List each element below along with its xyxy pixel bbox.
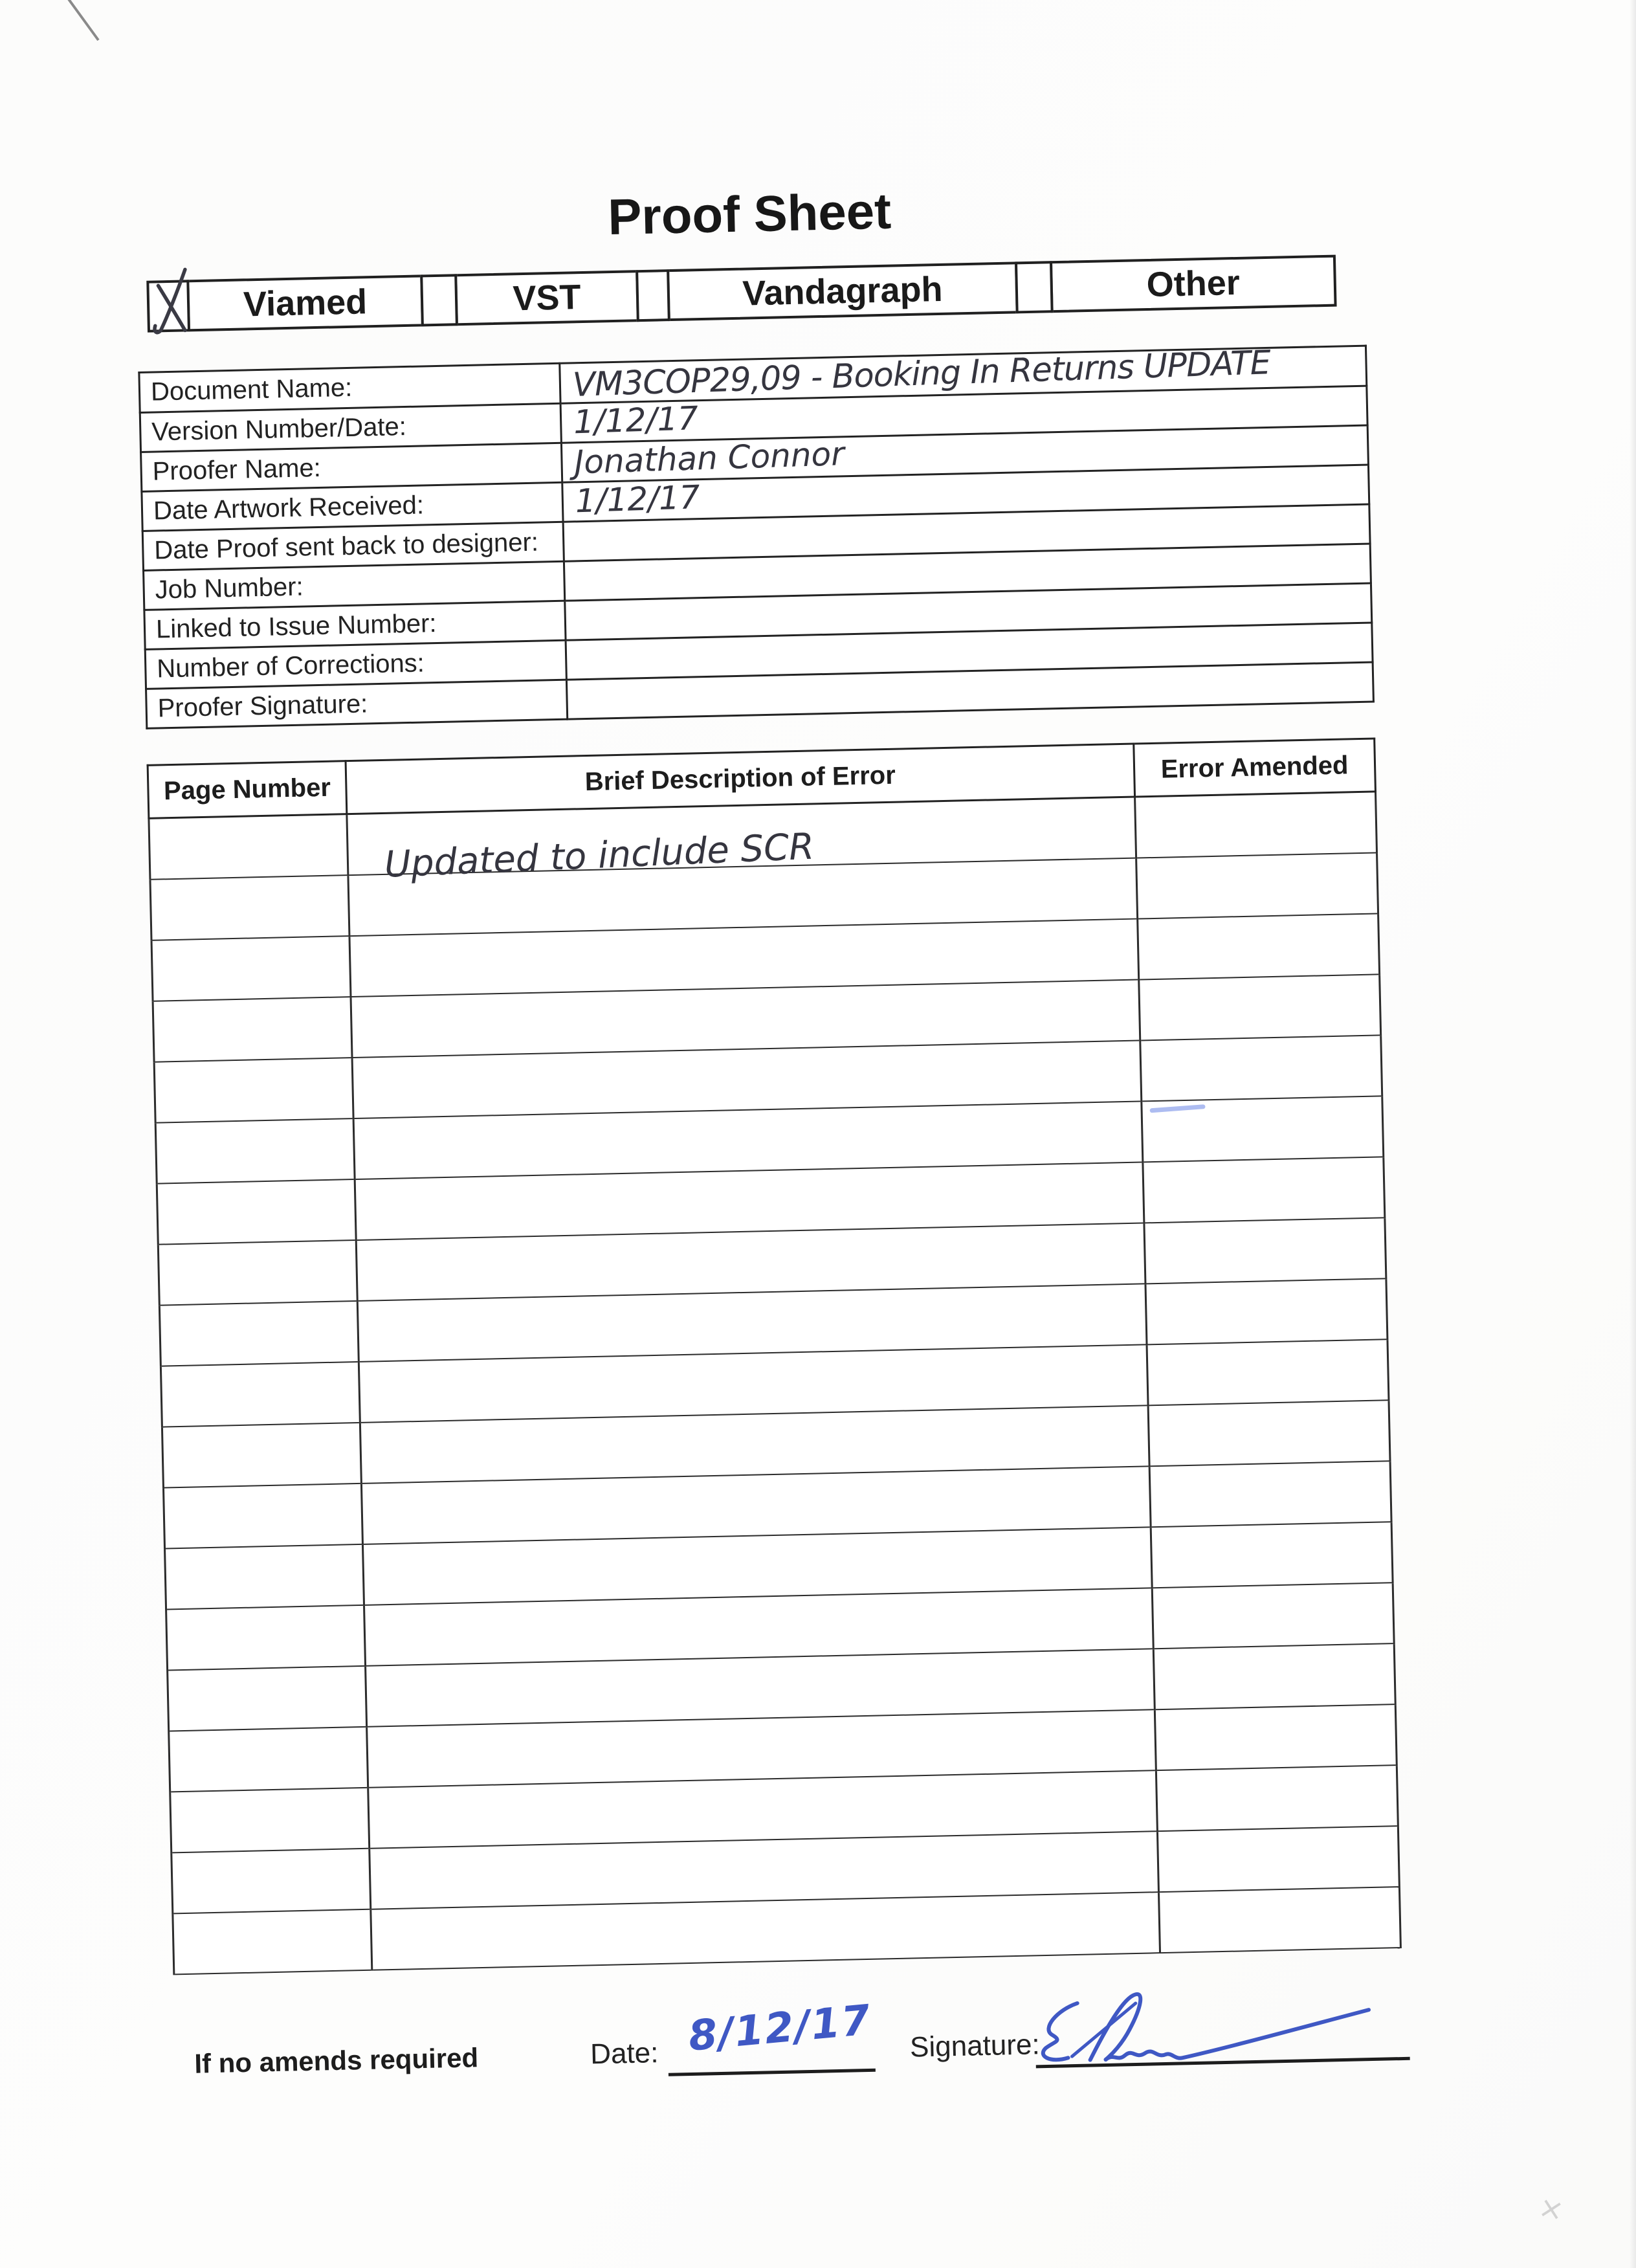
handwritten-signature [1032,1972,1396,2076]
error-cell-amended[interactable] [1136,852,1378,918]
error-cell-amended[interactable] [1138,913,1380,979]
error-cell-amended[interactable] [1143,1157,1385,1223]
handwritten-value: 1/12/17 [574,478,701,520]
scan-edge-shadow [1630,0,1636,2268]
handwritten-x-mark [150,282,192,332]
error-cell-amended[interactable] [1158,1887,1400,1953]
error-cell-amended[interactable] [1155,1704,1397,1770]
error-cell-page[interactable] [151,936,351,1001]
error-cell-amended[interactable] [1151,1522,1393,1588]
proofer-info-table [138,345,1375,729]
brand-checkbox-vandagraph[interactable] [636,269,670,322]
form-label: Job Number: [144,561,565,610]
error-log-table [147,737,1402,1974]
date-label: Date: [590,2037,659,2071]
brand-checkbox-vst[interactable] [420,274,458,326]
error-cell-page[interactable] [157,1179,356,1245]
error-cell-page[interactable] [171,1848,371,1913]
error-cell-amended[interactable] [1139,974,1381,1040]
error-cell-page[interactable] [159,1300,359,1366]
scan-crease-mark [0,0,129,78]
error-cell-page[interactable] [165,1544,364,1609]
brand-selector-row [146,255,1336,333]
handwritten-value: Jonathan Connor [573,435,845,482]
no-amends-note: If no amends required [193,2042,479,2079]
header-brief-description: Brief Description of Error [346,744,1134,814]
footer-sign-off [174,1996,1405,2093]
form-label: Date Artwork Received: [142,482,563,531]
error-cell-amended[interactable] [1156,1765,1398,1831]
error-cell-page[interactable] [155,1118,355,1184]
error-cell-page[interactable] [150,875,349,940]
error-cell-amended[interactable] [1153,1643,1395,1709]
signature-label: Signature: [909,2029,1041,2063]
date-fill-line[interactable] [667,1996,876,2076]
error-cell-amended[interactable] [1157,1826,1399,1892]
handwritten-value: 1/12/17 [573,399,699,441]
brand-label-other [1050,255,1337,313]
form-label: Version Number/Date: [140,403,561,452]
error-cell-amended[interactable] [1144,1217,1386,1284]
error-cell-amended[interactable] [1148,1400,1390,1466]
error-cell-amended[interactable] [1149,1461,1391,1527]
error-cell-page[interactable] [160,1361,360,1427]
page-title: Proof Sheet [607,182,892,246]
error-cell-amended[interactable] [1145,1278,1387,1344]
error-cell-page[interactable] [162,1422,361,1487]
handwritten-value: VM3COP29,09 - Booking In Returns UPDATE [572,344,1271,405]
handwritten-date: 8/12/17 [686,1996,874,2061]
header-error-amended: Error Amended [1134,739,1376,797]
form-label: Number of Corrections: [145,640,566,689]
brand-label-text: VST [512,278,582,318]
brand-label-text: Vandagraph [742,269,944,313]
signature-fill-line[interactable] [1035,2008,1410,2069]
error-cell-page[interactable] [166,1605,366,1670]
error-cell-page[interactable] [158,1240,357,1305]
brand-label-text: Other [1146,263,1241,304]
error-cell-amended[interactable] [1147,1339,1389,1405]
handwritten-description: Updated to include SCR [383,825,815,886]
error-cell-amended[interactable] [1135,792,1377,858]
form-label: Proofer Signature: [146,680,568,728]
brand-label-text: Viamed [243,282,368,324]
header-page-number: Page Number [148,761,347,819]
error-cell-page[interactable] [163,1483,362,1548]
error-cell-page[interactable] [149,814,348,880]
scan-content [135,172,1405,2095]
brand-label-viamed [186,274,424,331]
error-cell-amended[interactable] [1152,1583,1394,1649]
brand-label-vst [454,270,639,326]
error-cell-amended[interactable] [1140,1035,1382,1101]
error-cell-page[interactable] [153,997,352,1062]
form-label: Document Name: [139,363,560,412]
error-cell-page[interactable] [168,1665,367,1731]
brand-label-vandagraph [667,261,1019,321]
error-cell-page[interactable] [173,1909,372,1974]
brand-checkbox-viamed[interactable] [146,280,190,332]
error-cell-page[interactable] [169,1726,368,1792]
error-cell-page[interactable] [170,1787,370,1852]
form-label: Proofer Name: [141,443,562,491]
error-cell-page[interactable] [154,1058,353,1123]
form-label: Date Proof sent back to designer: [142,522,564,570]
scan-pencil-mark: × [1535,2188,1567,2229]
form-label: Linked to Issue Number: [144,601,566,649]
brand-checkbox-other[interactable] [1015,261,1054,313]
